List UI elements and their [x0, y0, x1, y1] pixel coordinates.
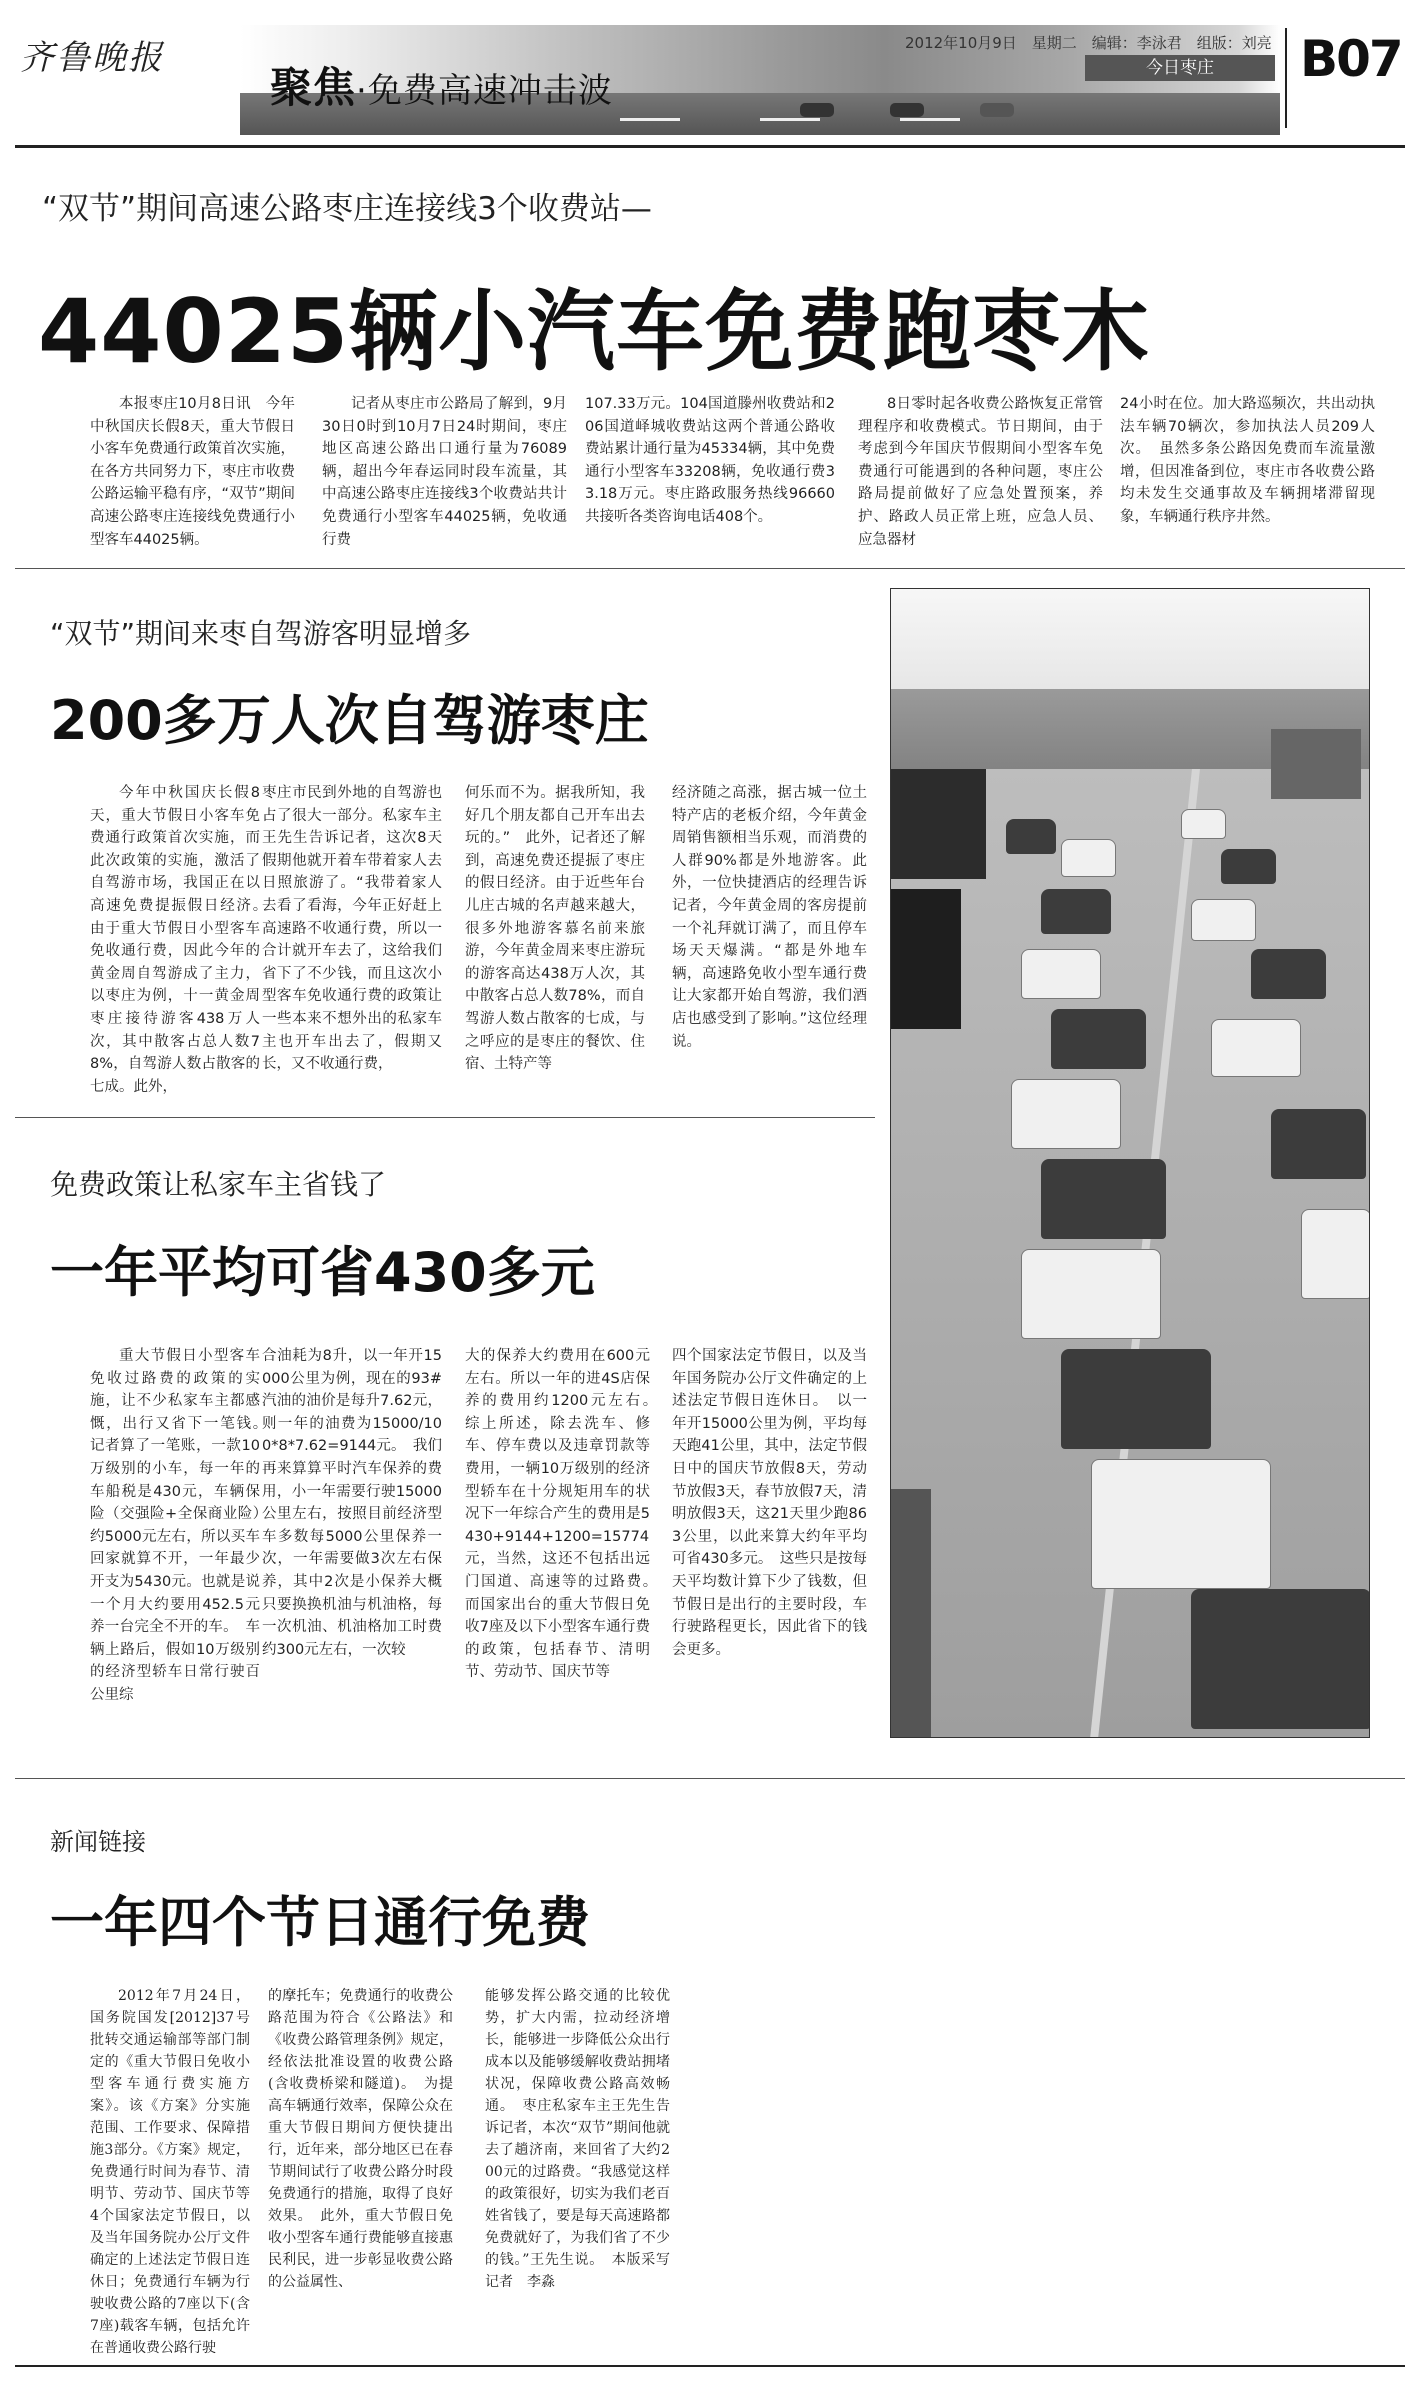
article1-col-1: 本报枣庄10月8日讯 今年中秋国庆长假8天，重大节假日小客车免费通行政策首次实施，在各方共同努力下，枣庄市收费公路运输平稳有序，“双节”期间高速公路枣庄连接线免费通行小型客车44025辆。 — [90, 396, 295, 548]
header-rule — [15, 145, 1405, 148]
article3-col-4: 四个国家法定节假日，以及当年国务院办公厅文件确定的上述法定节假日连休日。 以一年开15000公里为例，平均每天跑41公里，其中，法定节假日中的国庆节放假8天，劳动节放假3天，春节放假7天，清明放假3天，这21天里少跑863公里，以此来算大约年平均可省430多元。 这些只是按每天平均数计算下少了钱数，但节假日是出行的主要时段，车行驶路程更长，因此省下的钱会更多。 — [672, 1348, 867, 1658]
article1-col-2: 记者从枣庄市公路局了解到，9月30日0时到10月7日24时期间，枣庄地区高速公路出口通行量为76089辆，超出今年春运同时段车流量，其中高速公路枣庄连接线3个收费站共计免费通行小型客车44025辆，免收通行费 — [322, 396, 567, 548]
section-subtitle: ·免费高速冲击波 — [356, 71, 613, 111]
article4-col-1: 2012年7月24日，国务院国发[2012]37号批转交通运输部等部门制定的《重大节假日免收小型客车通行费实施方案》。该《方案》分实施范围、工作要求、保障措施3部分。《方案》规定，免费通行时间为春节、清明节、劳动节、国庆节等4个国家法定节假日，以及当年国务院办公厅文件确定的上述法定节假日连休日；免费通行车辆为行驶收费公路的7座以下(含7座)载客车辆，包括允许在普通收费公路行驶 — [90, 1988, 250, 2355]
article3-headline: 一年平均可省430多元 — [50, 1241, 595, 1304]
article2-col-3: 何乐而不为。据我所知，我好几个朋友都自己开车出去玩的。” 此外，记者还了解到，高速免费还提振了枣庄的假日经济。由于近些年台儿庄古城的名声越来越大，很多外地游客慕名前来旅游，今年黄金周来枣庄游玩的游客高达438万人次，其中散客占总人数78%，而自驾游人数占散客的七成，与之呼应的是枣庄的餐饮、住宿、土特产等 — [465, 785, 645, 1073]
article1-headline: 44025辆小汽车免费跑枣木 — [38, 280, 1151, 383]
article2-col-2: 枣庄市民到外地的自驾游也占了很大一部分。私家车主王先生告诉记者，这次8天假期他就开着车带着家人去日照旅游了。“我带着家人去看了看海，今年正好赶上高速路不收通行费，所以一合计就开车去了，这给我们省下了不少钱，而且这次小型客车免收通行费的政策让一些本来不想外出的私家车主也开车出去了，假期又长，又不收通行费， — [262, 785, 442, 1073]
divider-2 — [15, 1117, 875, 1118]
divider-3 — [15, 1778, 1405, 1779]
article1-col-5: 24小时在位。加大路巡频次，共出动执法车辆70辆次，参加执法人员209人次。 虽然多条公路因免费而车流量激增，但因准备到位，枣庄市各收费公路均未发生交通事故及车辆拥堵滞留现象，车辆通行秩序井然。 — [1120, 396, 1375, 525]
article2-col-4: 经济随之高涨，据古城一位土特产店的老板介绍，今年黄金周销售额相当乐观，而消费的人群90%都是外地游客。此外，一位快捷酒店的经理告诉记者，今年黄金周的客房提前一个礼拜就订满了，而且停车场天天爆满。“都是外地车辆，高速路免收小型车通行费让大家都开始自驾游，我们酒店也感受到了影响。”这位经理说。 — [672, 785, 867, 1050]
article1-col-4: 8日零时起各收费公路恢复正常管理程序和收费模式。节日期间，由于考虑到今年国庆节假期间小型客车免费通行可能遇到的各种问题，枣庄公路局提前做好了应急处置预案，养护、路政人员正常上班，应急人员、应急器材 — [858, 396, 1103, 548]
masthead — [0, 0, 1417, 150]
article2-col-1: 今年中秋国庆长假8天，重大节假日小客车免费通行政策首次实施，而此次政策的实施，激活了自驾游市场，我国正在以高速免费提振假日经济。 由于重大节假日小型客车免收通行费，因此今年的黄金周自驾游成了主力，以枣庄为例，十一黄金周枣庄接待游客438万人次，其中散客占总人数78%，自驾游人数占散客的七成。此外， — [90, 785, 260, 1095]
article1-col-3: 107.33万元。104国道滕州收费站和206国道峄城收费站这两个普通公路收费站累计通行量为45334辆，其中免费通行小型客车33208辆，免收通行费33.18万元。枣庄路政服务热线96660共接听各类咨询电话408个。 — [585, 396, 835, 525]
article4-col-3: 能够发挥公路交通的比较优势，扩大内需，拉动经济增长，能够进一步降低公众出行成本以及能够缓解收费站拥堵状况，保障收费公路高效畅通。 枣庄私家车主王先生告诉记者，本次“双节”期间他就去了趟济南，来回省了大约200元的过路费。“我感觉这样的政策很好，切实为我们老百姓省钱了，要是每天高速路都免费就好了，为我们省了不少的钱。”王先生说。 本版采写 记者 李淼 — [485, 1988, 670, 2290]
article4-col-2: 的摩托车；免费通行的收费公路范围为符合《公路法》和《收费公路管理条例》规定，经依法批准设置的收费公路(含收费桥梁和隧道)。 为提高车辆通行效率，保障公众在重大节假日期间方便快捷出行，近年来，部分地区已在春节期间试行了收费公路分时段免费通行的措施，取得了良好效果。 此外，重大节假日免收小型客车通行费能够直接惠民利民，进一步彰显收费公路的公益属性、 — [268, 1988, 453, 2290]
page-number: B07 — [1300, 30, 1402, 88]
section-title: 聚焦·免费高速冲击波 — [270, 63, 613, 112]
divider-1 — [15, 568, 1405, 569]
article3-col-3: 大的保养大约费用在600元左右。所以一年的进4S店保养的费用约1200元左右。 综上所述，除去洗车、修车、停车费以及违章罚款等费用，一辆10万级别的经济型轿车在十分规矩用车的状况下一年综合产生的费用是5430+9144+1200=15774元，当然，这还不包括出远门国道、高速等的过路费。 而国家出台的重大节假日免收7座及以下小型客车通行费的政策，包括春节、清明节、劳动节、国庆节等 — [465, 1348, 650, 1681]
article4-kicker: 新闻链接 — [50, 1828, 146, 1856]
newspaper-logo: 齐鲁晚报 — [20, 38, 164, 78]
article4-headline: 一年四个节日通行免费 — [50, 1891, 590, 1954]
traffic-jam-photo — [890, 588, 1370, 1738]
date-editor-line: 2012年10月9日 星期二 编辑：李泳君 组版：刘亮 — [905, 34, 1272, 52]
article2-headline: 200多万人次自驾游枣庄 — [50, 689, 649, 752]
article3-col-1: 重大节假日小型客车免收过路费的政策的实施，让不少私家车主都感慨，出行又省下一笔钱。 记者算了一笔账，一款10万级别的小车，每一年的车船税是430元，车辆保险（交强险+全保商业险）约5000元左右，所以买车回家就算不开，一年最少开支为5430元。也就是说一个月大约要用452.5元养一台完全不开的车。 车辆上路后，假如10万级别的经济型轿车日常行驶百公里综 — [90, 1348, 260, 1703]
article3-kicker: 免费政策让私家车主省钱了 — [50, 1168, 387, 1201]
header-divider — [1285, 28, 1287, 128]
article1-kicker: “双节”期间高速公路枣庄连接线3个收费站— — [42, 191, 652, 227]
article2-kicker: “双节”期间来枣自驾游客明显增多 — [50, 617, 472, 650]
article3-col-2: 合油耗为8升，以一年开15000公里为例，现在的93#汽油的油价是每升7.62元，则一年的油费为15000/100*8*7.62=9144元。 我们再来算算平时汽车保养的费用，小一年需要行驶15000公里左右，按照目前经济型车多数每5000公里保养一次，一年需要做3次左右保养，其中2次是小保养大概只要换换机油与机油格，每一次机油、机油格加工时费约300元左右，一次较 — [262, 1348, 442, 1658]
footer-rule — [15, 2365, 1405, 2367]
region-badge: 今日枣庄 — [1085, 55, 1275, 81]
